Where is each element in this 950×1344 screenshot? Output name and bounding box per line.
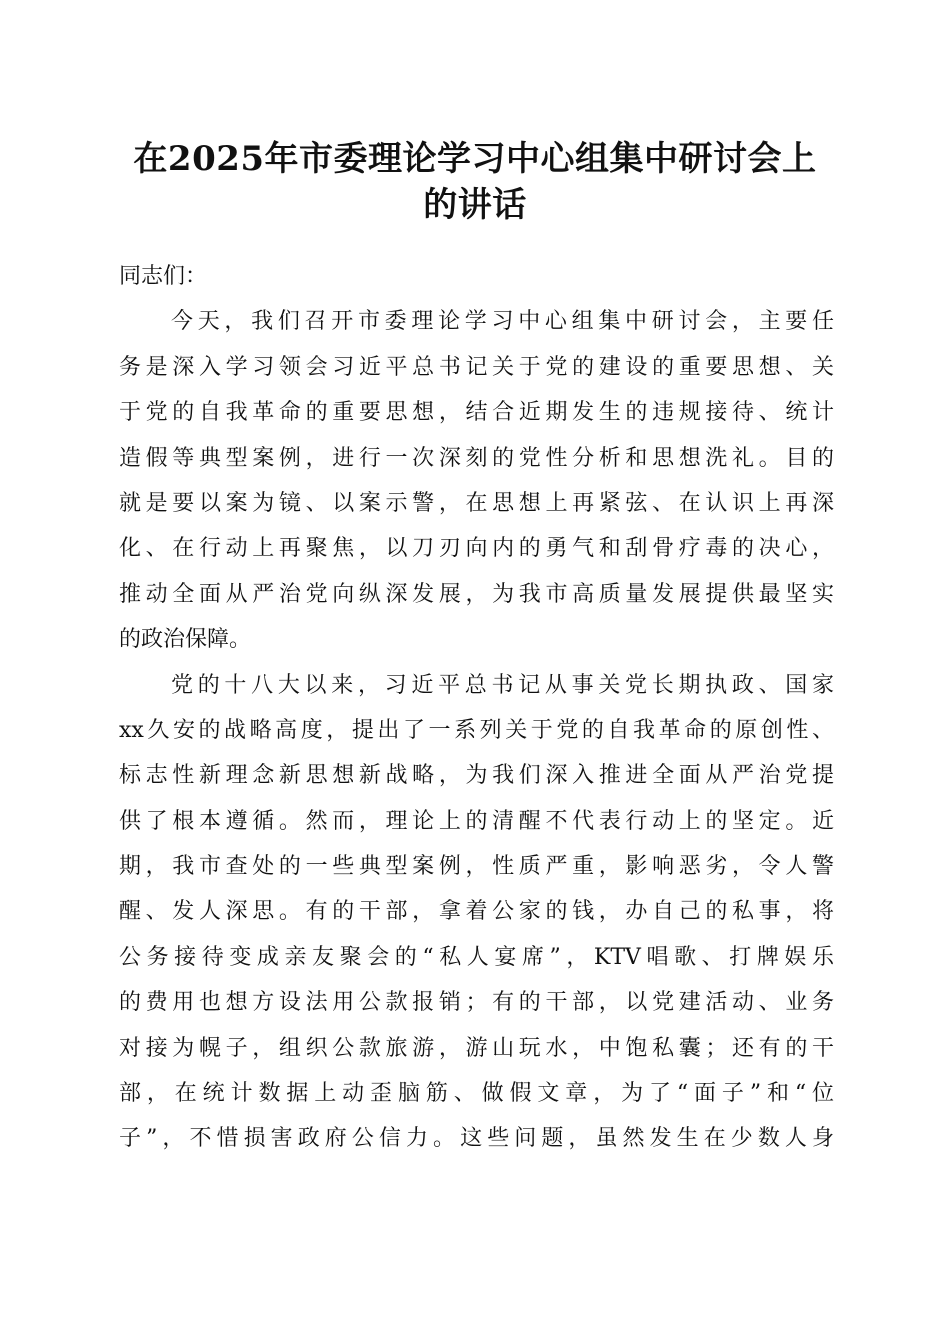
- paragraph-line: 子”，不惜损害政府公信力。这些问题，虽然发生在少数人身: [119, 1126, 834, 1152]
- paragraph-line: 对接为幌子，组织公款旅游，游山玩水，中饱私囊；还有的干: [119, 1035, 834, 1061]
- page-title: [100, 136, 850, 228]
- paragraph-line: 于党的自我革命的重要思想，结合近期发生的违规接待、统计: [119, 400, 834, 426]
- title-line-1: 在2025年市委理论学习中心组集中研讨会上: [133, 139, 817, 179]
- paragraph-line: 造假等典型案例，进行一次深刻的党性分析和思想洗礼。目的: [119, 445, 834, 471]
- paragraph-line: 的政治保障。: [119, 627, 252, 653]
- paragraph-2: [119, 663, 834, 1162]
- paragraph-line: 务是深入学习领会习近平总书记关于党的建设的重要思想、关: [119, 354, 834, 380]
- salutation: 同志们：: [119, 264, 208, 289]
- title-line-2: 的讲话: [423, 185, 527, 225]
- paragraph-line: xx久安的战略高度，提出了一系列关于党的自我革命的原创性、: [119, 717, 834, 743]
- document-body: [119, 254, 834, 1162]
- paragraph-line: 标志性新理念新思想新战略，为我们深入推进全面从严治党提: [119, 763, 834, 789]
- paragraph-line: 今天，我们召开市委理论学习中心组集中研讨会，主要任: [171, 309, 834, 335]
- paragraph-line: 公务接待变成亲友聚会的“私人宴席”，KTV唱歌、打牌娱乐: [119, 944, 834, 970]
- paragraph-line: 供了根本遵循。然而，理论上的清醒不代表行动上的坚定。近: [119, 808, 834, 834]
- paragraph-1: [119, 299, 834, 662]
- paragraph-line: 期，我市查处的一些典型案例，性质严重，影响恶劣，令人警: [119, 854, 834, 880]
- paragraph-line: 的费用也想方设法用公款报销；有的干部，以党建活动、业务: [119, 990, 834, 1016]
- paragraph-line: 党的十八大以来，习近平总书记从事关党长期执政、国家: [171, 672, 834, 698]
- paragraph-line: 醒、发人深思。有的干部，拿着公家的钱，办自己的私事，将: [119, 899, 834, 925]
- paragraph-line: 部，在统计数据上动歪脑筋、做假文章，为了“面子”和“位: [119, 1081, 834, 1107]
- paragraph-line: 推动全面从严治党向纵深发展，为我市高质量发展提供最坚实: [119, 581, 834, 607]
- paragraph-line: 就是要以案为镜、以案示警，在思想上再紧弦、在认识上再深: [119, 490, 834, 516]
- paragraph-line: 化、在行动上再聚焦，以刀刃向内的勇气和刮骨疗毒的决心，: [119, 536, 834, 562]
